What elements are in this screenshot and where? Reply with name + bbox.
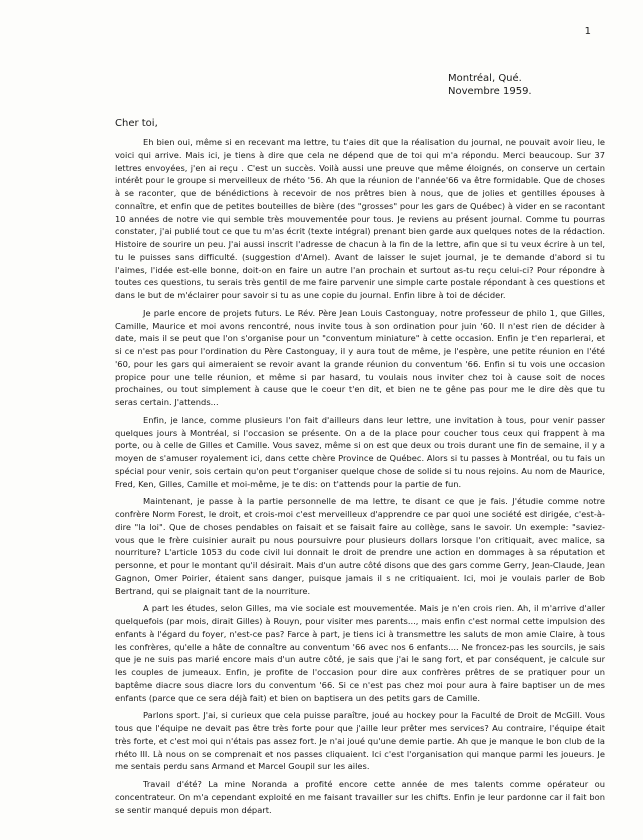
paragraph-6: Parlons sport. J'ai, si curieux que cela puisse paraître, joué au hockey pour la Faculté de Droit de McGill. Vous tous que l'équipe ne devait pas être très forte pour que j'aille leur prêter mes services? Au contraire, l'équipe était très forte, et c'est moi qui n'étais pas assez fort. Je n'ai joué qu'une demie partie. Ah que je manque le bon club de la rhéto III. Là nous on se comprenait et nos passes cliquaient. Ici c'est l'organisation qui manque parmi les joueurs. Je me sentais perdu sans Armand et Marcel Goupil sur les ailes. (115, 710, 605, 772)
paragraph-4: Maintenant, je passe à la partie personnelle de ma lettre, te disant ce que je fais. J'étudie comme notre confrère Norm Forest, le droit, et crois-moi c'est merveilleux d'apprendre ce par quoi une société est dirigée, c'est-à-dire "la loi". Que de choses pendables on faisait et se faisait faire au collège, sans le savoir. Un exemple: "saviez-vous que le frère cuisinier aurait pu nous poursuivre pour plusieurs dollars lorsque l'on critiquait, avec malice, sa nourriture? L'article 1053 du code civil lui donnait le droit de prendre une action en dommages à sa réputation et personne, et pour le montant qu'il désirait. Mais d'un autre côté disons que des gars comme Gerry, Jean-Claude, Jean Gagnon, Omer Poirier, étaient sans danger, puisque jamais il s ne critiquaient. Ici, moi je voulais parler de Bob Bertrand, qui se plaignait tant de la nourriture. (115, 496, 605, 596)
place-line: Montréal, Qué. (448, 73, 522, 84)
paragraph-2: Je parle encore de projets futurs. Le Rév. Père Jean Louis Castonguay, notre professeur de philo 1, que Gilles, Camille, Maurice et moi avons rencontré, nous invite tous à son ordination pour juin '60. Il n'est rien de décider à date, mais il se peut que l'on s'organise pour un "conventum miniature" à cette occasion. Enfin je t'en reparlerai, et si ce n'est pas pour l'ordination du Père Castonguay, il y aura tout de même, je l'espère, une petite réunion en l'été '60, pour les gars qui aimeraient se revoir avant la grande réunion du conventum '66. Enfin si tu vois une occasion propice pour une telle réunion, et même si par hasard, tu voulais nous inviter chez toi à cause soit de noces prochaines, ou tout simplement à cause que le coeur t'en dit, et bien ne te gêne pas pour me le dire dès que tu seras certain. J'attends... (115, 307, 605, 407)
place-date-block (448, 72, 532, 98)
salutation: Cher toi, (115, 118, 158, 129)
letter-body (115, 136, 605, 821)
paragraph-3: Enfin, je lance, comme plusieurs l'on fait d'ailleurs dans leur lettre, une invitation à tous, pour venir passer quelques jours à Montréal, si l'occasion se présente. On a de la place pour coucher tous ceux qui frappent à ma porte, ou à celle de Gilles et Camille. Vous savez, même si on est que deux ou trois durant une fin de semaine, il y a moyen de s'amuser royalement ici, dans cette chère Province de Québec. Alors si tu passes à Montréal, ou tu fais un spécial pour venir, sois certain qu'on peut t'organiser quelque chose de solide si tu nous rejoins. Au nom de Maurice, Fred, Ken, Gilles, Camille et moi-même, je te dis: on t'attends pour la partie de fun. (115, 414, 605, 489)
paragraph-7: Travail d'été? La mine Noranda a profité encore cette année de mes talents comme opérateur ou concentrateur. On m'a cependant exploité en me faisant travailler sur les chifts. Enfin je leur pardonne car il fait bon se sentir manqué depuis mon départ. (115, 779, 605, 815)
page-number: 1 (584, 26, 591, 37)
paragraph-5: A part les études, selon Gilles, ma vie sociale est mouvementée. Mais je n'en crois rien. Ah, il m'arrive d'aller quelquefois (par mois, dirait Gilles) à Rouyn, pour visiter mes parents..., mais enfin c'est normal cette impulsion des enfants à l'égard du foyer, n'est-ce pas? Farce à part, je tiens ici à transmettre les saluts de mon amie Claire, à tous les confrères, qu'elle a hâte de connaître au conventum '66 avec nos 6 enfants.... Ne froncez-pas les sourcils, je sais que je ne suis pas marié encore mais d'un autre côté, je sais que j'ai le sang fort, et par conséquent, je calcule sur les couples de jumeaux. Enfin, je profite de l'occasion pour dire aux confrères prêtres de se pratiquer pour un baptême diacre sous diacre lors du conventum '66. Si ce n'est pas chez moi pour aura à faire baptiser un de mes enfants (parce que ce sera déjà fait) et bien on baptisera un des petits gars de Camille. (115, 603, 605, 703)
paragraph-1: Eh bien oui, même si en recevant ma lettre, tu t'aies dit que la réalisation du journal, ne pouvait avoir lieu, le voici qui arrive. Mais ici, je tiens à dire que cela ne dépend que de toi qui m'a répondu. Merci beaucoup. Sur 37 lettres envoyées, j'en ai reçu . C'est un succès. Voilà aussi une preuve que même éloignés, on conserve un certain intérêt pour le groupe si merveilleux de rhéto '56. Ah que la réunion de l'année'66 va être formidable. Que de choses à se raconter, que de bénédictions à recevoir de nos prêtres bien à nous, que de jolies et gentilles épouses à connaître, et enfin que de petites bouteilles de bière (des "grosses" pour les gars de Québec) à vider en se racontant 10 années de notre vie qui semble très mouvementée pour tous. Je reviens au présent journal. Comme tu pourras constater, j'ai publié tout ce que tu m'as écrit (texte intégral) prenant bien garde aux quelques notes de la rédaction. Histoire de sourire un peu. J'ai aussi inscrit l'adresse de chacun à la fin de la lettre, afin que si tu veux écrire à un tel, tu le puisses sans difficulté. (suggestion d'Arnel). Avant de laisser le sujet journal, je te demande d'abord si tu l'aimes, l'idée est-elle bonne, doit-on en faire un autre l'an prochain et surtout as-tu reçu celui-ci? Pour répondre à toutes ces questions, tu serais très gentil de me faire parvenir une simple carte postale répondant à ces questions et dans le but de m'éclairer pour savoir si tu as une copie du journal. Enfin libre à toi de décider. (115, 137, 605, 300)
date-line: Novembre 1959. (448, 86, 532, 97)
